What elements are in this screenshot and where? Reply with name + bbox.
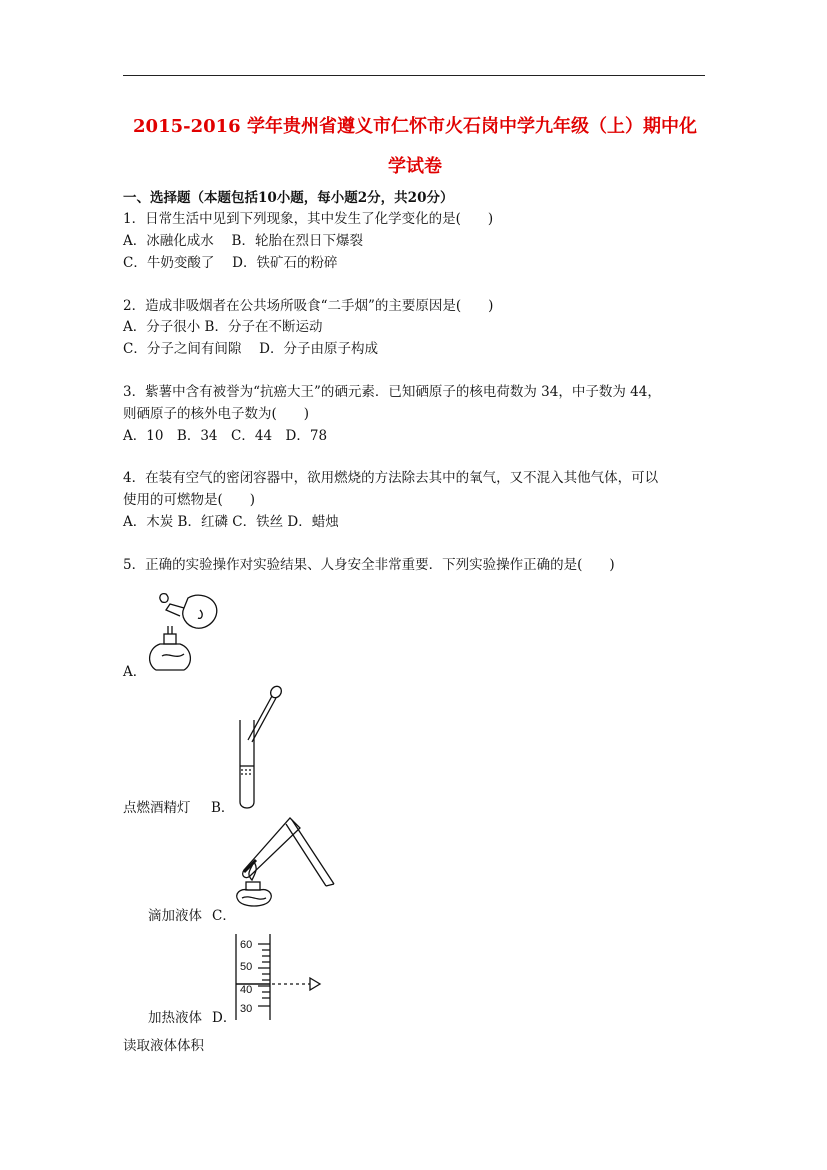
q2-stem: 2．造成非吸烟者在公共场所吸食“二手烟”的主要原因是( ) (123, 298, 494, 314)
q5-option-b-caption: 滴加液体 (148, 908, 202, 924)
q5-option-c-letter: C． (212, 908, 236, 924)
q4-options: A．木炭 B．红磷 C．铁丝 D．蜡烛 (123, 514, 339, 530)
header-rule (123, 75, 705, 76)
alcohol-lamp-lighting-figure (140, 588, 230, 676)
q3-stem: 3．紫薯中含有被誉为“抗癌大王”的硒元素．已知硒原子的核电荷数为 34，中子数为 44， (123, 384, 661, 400)
q2-options-ab: A．分子很小 B．分子在不断运动 (123, 319, 323, 335)
dropper-test-tube-figure (228, 684, 288, 814)
q2-options-cd: C．分子之间有间隙 D．分子由原子构成 (123, 341, 378, 357)
q5-option-b-letter: B． (211, 800, 235, 816)
q1-options-cd: C．牛奶变酸了 D．铁矿石的粉碎 (123, 255, 338, 271)
cylinder-tick-30: 30 (240, 1003, 253, 1015)
graduated-cylinder-figure (230, 930, 330, 1025)
heating-test-tube-figure (230, 814, 340, 924)
cylinder-tick-40: 40 (240, 984, 253, 996)
cylinder-tick-50: 50 (240, 961, 253, 973)
q3-stem-continued: 则硒原子的核外电子数为( ) (123, 406, 310, 422)
exam-title-line2: 学试卷 (388, 156, 442, 177)
cylinder-tick-60: 60 (240, 939, 253, 951)
q4-stem: 4．在装有空气的密闭容器中，欲用燃烧的方法除去其中的氧气，又不混入其他气体，可以 (123, 470, 659, 486)
q3-options: A．10 B．34 C．44 D．78 (123, 428, 328, 444)
q5-option-a-letter: A． (123, 664, 147, 680)
q5-option-a-caption: 点燃酒精灯 (123, 800, 191, 816)
section-heading: 一、选择题（本题包括10小题，每小题2分，共20分） (123, 190, 454, 206)
q1-options-ab: A．冰融化成水 B．轮胎在烈日下爆裂 (123, 233, 363, 249)
q5-option-d-caption: 读取液体体积 (123, 1038, 204, 1054)
q5-stem: 5．正确的实验操作对实验结果、人身安全非常重要．下列实验操作正确的是( ) (123, 557, 615, 573)
q4-stem-continued: 使用的可燃物是( ) (123, 492, 256, 508)
exam-title-line1: 2015-2016 学年贵州省遵义市仁怀市火石岗中学九年级（上）期中化 (133, 116, 697, 137)
q1-stem: 1．日常生活中见到下列现象，其中发生了化学变化的是( ) (123, 211, 494, 227)
q5-option-d-letter: D． (212, 1010, 237, 1026)
q5-option-c-caption: 加热液体 (148, 1010, 202, 1026)
